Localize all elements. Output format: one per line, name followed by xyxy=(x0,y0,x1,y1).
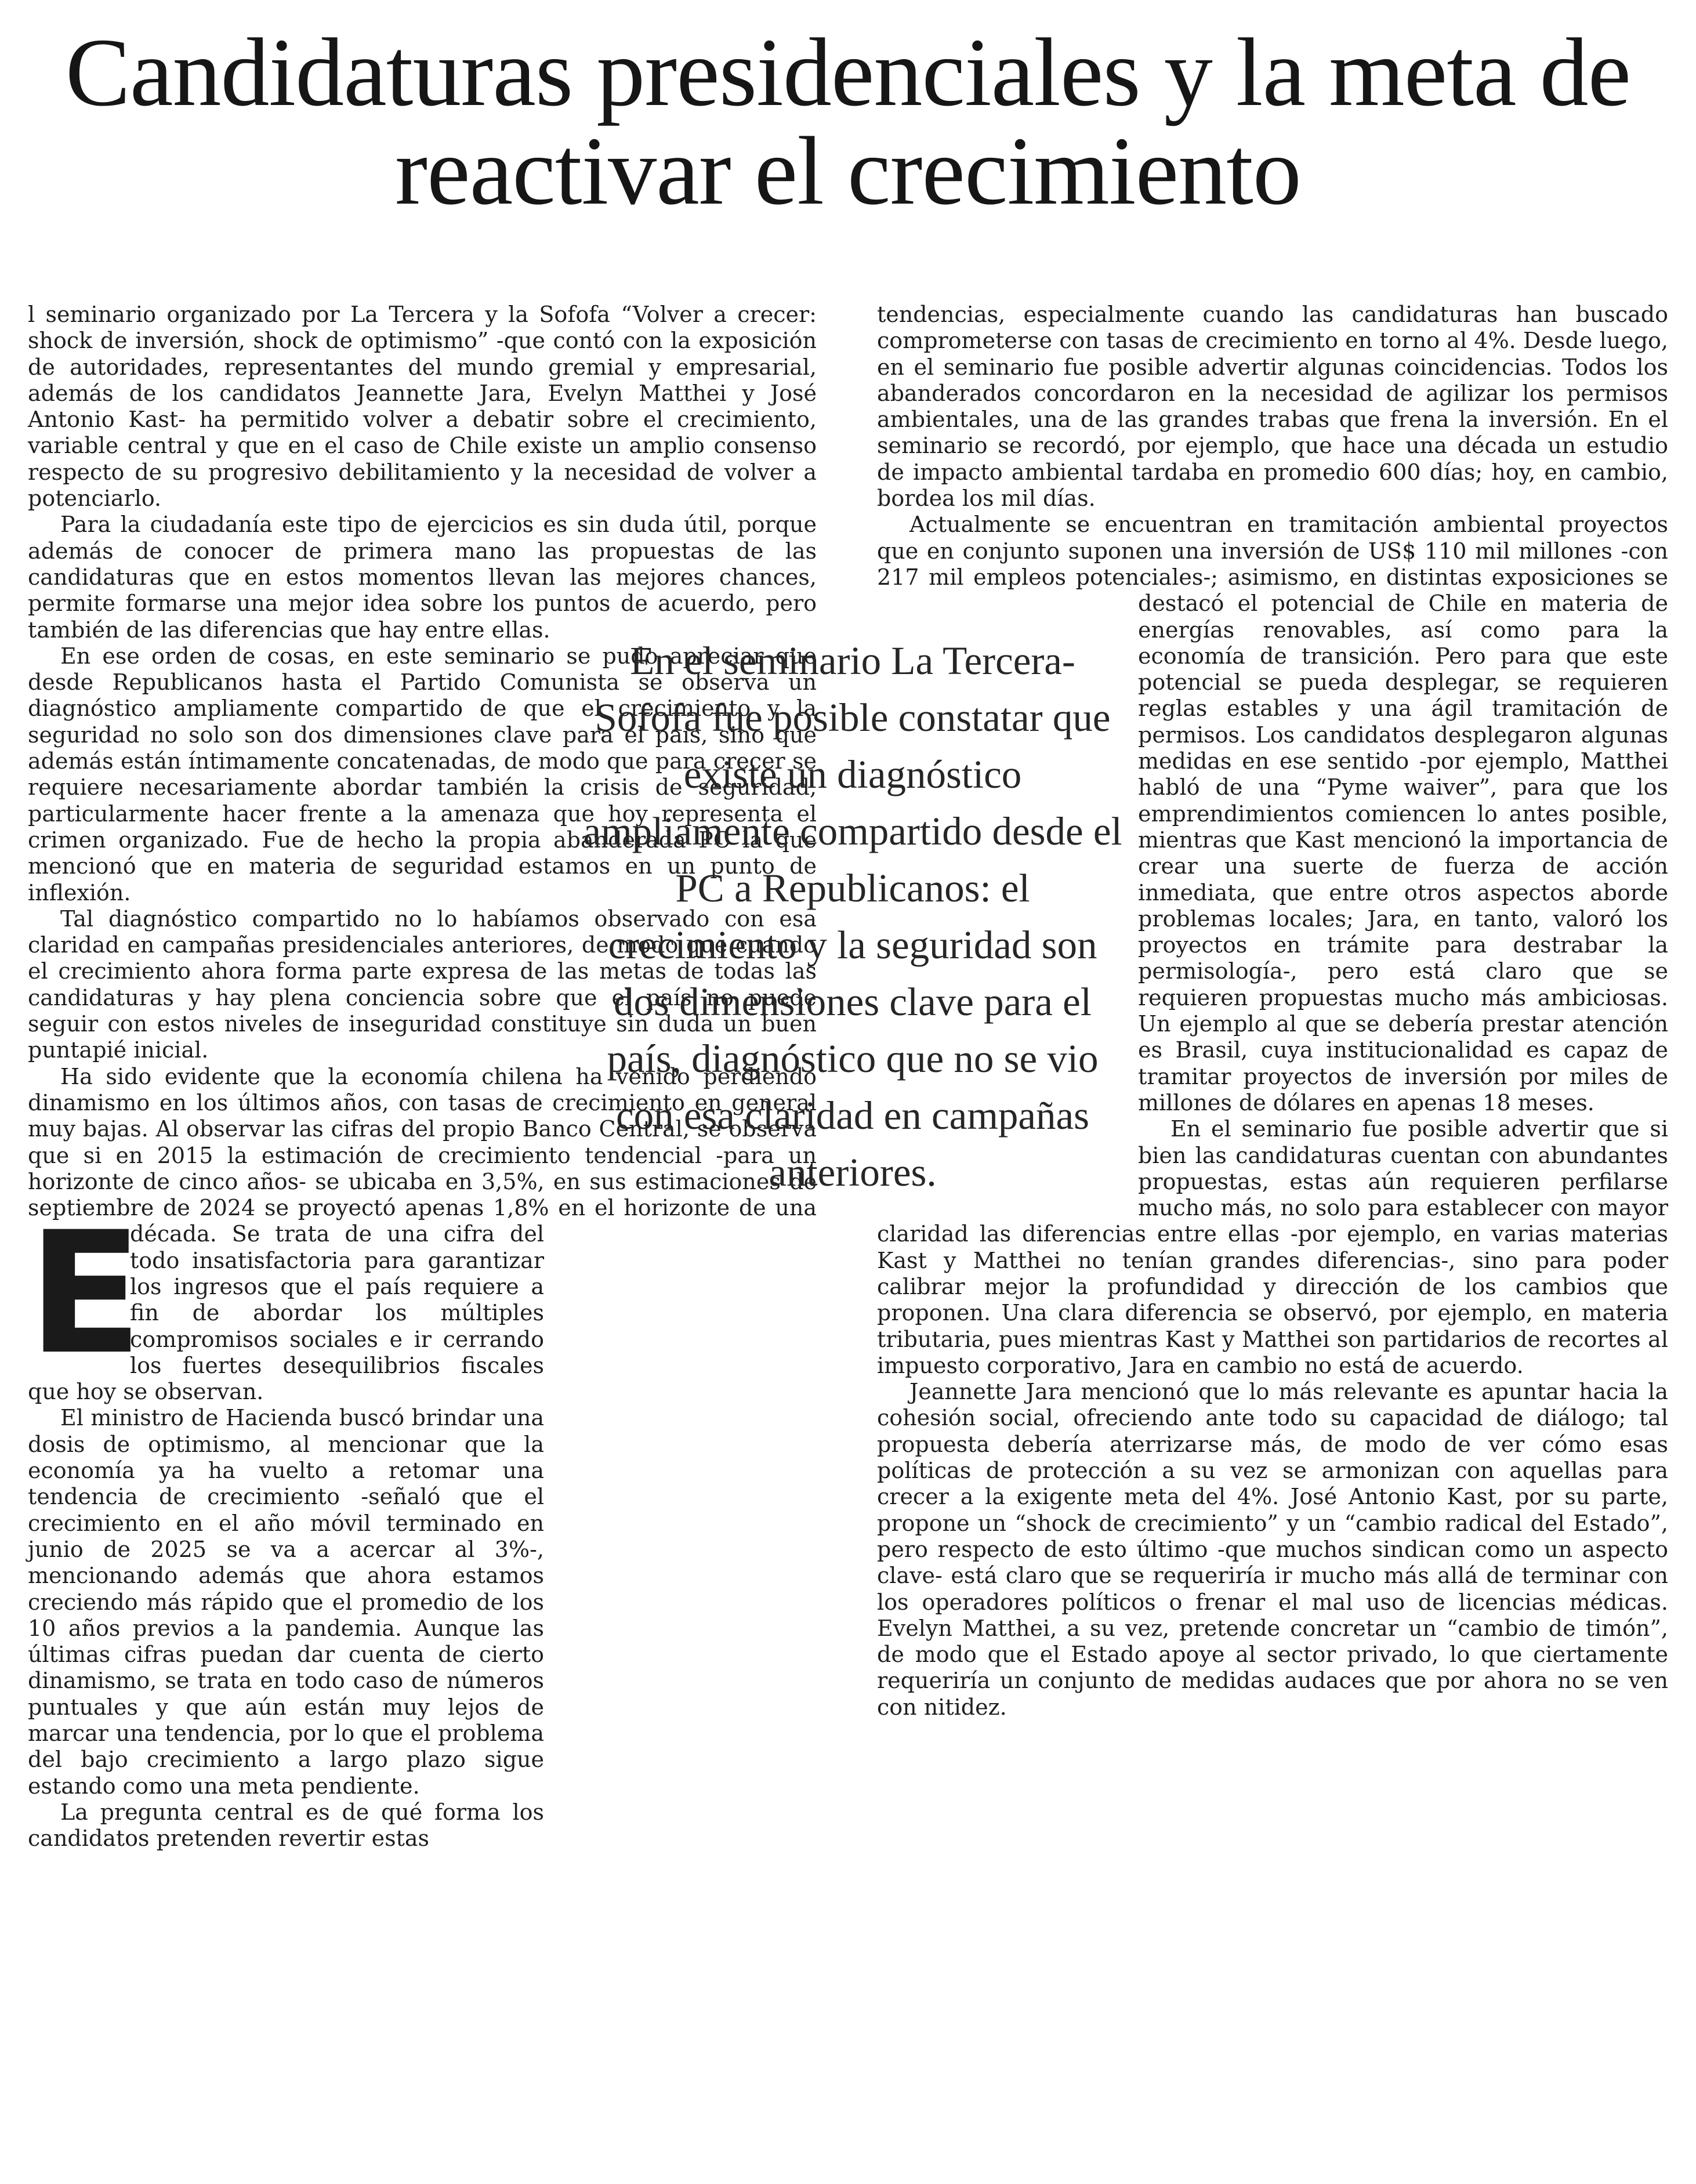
left-column xyxy=(28,302,817,2184)
paragraph: El ministro de Hacienda buscó brindar una dosis de optimismo, al mencionar que la economía ya ha vuelto a retomar una tendencia de crecimiento -señaló que el crecimiento en el año móvil terminado en junio de 2025 se va a acercar al 3%-, mencionando además que ahora estamos creciendo más rápido que el promedio de los 10 años previos a la pandemia. Aunque las últimas cifras puedan dar cuenta de cierto dinamismo, se trata en todo caso de números puntuales y que aún están muy lejos de marcar una tendencia, por lo que el problema del bajo crecimiento a largo plazo sigue estando como una meta pendiente. xyxy=(28,1405,544,1799)
paragraph: Jeannette Jara mencionó que lo más relevante es apuntar hacia la cohesión social, ofreciendo ante todo su capacidad de diálogo; tal propuesta debería aterrizarse más, de modo de ver cómo esas políticas de protección a su vez se armonizan con aquellas para crecer a la exigente meta del 4%. José Antonio Kast, por su parte, propone un “shock de crecimiento” y un “cambio radical del Estado”, pero respecto de esto último -que muchos sindican como un aspecto clave- está claro que se requeriría ir mucho más allá de terminar con los operadores políticos o frenar el mal uso de licencias médicas. Evelyn Matthei, a su vez, pretende concretar un “cambio de timón”, de modo que el Estado apoye al sector privado, lo que ciertamente requeriría un conjunto de medidas audaces que por ahora no se ven con nitidez. xyxy=(877,1379,1668,1720)
paragraph: En ese orden de cosas, en este seminario se pudo apreciar que desde Republicanos hasta el Partido Comunista se observa un diagnóstico ampliamente compartido de que el crecimiento y la seguridad no solo son dos dimensiones clave para el país, sino que además están íntimamente concatenadas, de modo que para crecer se requiere necesariamente abordar también la crisis de seguridad, particularmente hacer frente a la amenaza que hoy representa el crimen organizado. Fue de hecho la propia abanderada PC la que mencionó que en materia de seguridad estamos en un punto de inflexión. xyxy=(28,643,817,906)
paragraph: En el seminario fue posible advertir que si bien las candidaturas cuentan con abundantes propuestas, estas aún requieren perfilarse mucho más, no solo para establecer con mayor claridad las diferencias entre ellas -por ejemplo, en varias materias Kast y Matthei no tenían grandes diferencias-, sino para poder calibrar mejor la profundidad y dirección de los cambios que proponen. Una clara diferencia se observó, por ejemplo, en materia tributaria, pues mientras Kast y Matthei son partidarios de recortes al impuesto corporativo, Jara en cambio no está de acuerdo. xyxy=(877,1116,1668,1378)
paragraph: Ha sido evidente que la economía chilena ha venido perdiendo dinamismo en los últimos años, con tasas de crecimiento en general muy bajas. Al observar las cifras del propio Banco Central, se observa que si en 2015 la estimación de crecimiento tendencial -para un horizonte de cinco años- se ubicaba en 3,5%, en sus estimaciones de septiembre de 2024 se proyectó apenas 1,8% en el horizonte de una década. Se trata de una cifra del todo insatisfactoria para garantizar los ingresos que el país requiere a fin de abordar los múltiples compromisos sociales e ir cerrando los fuertes desequilibrios fiscales que hoy se observan. xyxy=(28,1063,817,1405)
paragraph: E l seminario organizado por La Tercera y la Sofofa “Volver a crecer: shock de inversión, shock de optimismo” -que contó con la exposición de autoridades, representantes del mundo gremial y empresarial, además de los candidatos Jeannette Jara, Evelyn Matthei y José Antonio Kast- ha permitido volver a debatir sobre el crecimiento, variable central y que en el caso de Chile existe un amplio consenso respecto de su progresivo debilitamiento y la necesidad de volver a potenciarlo. xyxy=(28,302,817,1392)
paragraph: Tal diagnóstico compartido no lo habíamos observado con esa claridad en campañas presidenciales anteriores, de modo que cuando el crecimiento ahora forma parte expresa de las metas de todas las candidaturas y hay plena conciencia sobre que el país no puede seguir con estos niveles de inseguridad constituye sin duda un buen puntapié inicial. xyxy=(28,906,817,1063)
headline: Candidaturas presidenciales y la meta de reactivar el crecimiento xyxy=(65,19,1631,225)
paragraph: La pregunta central es de qué forma los candidatos pretenden revertir estas xyxy=(28,1799,544,1852)
paragraph: Para la ciudadanía este tipo de ejercicios es sin duda útil, porque además de conocer de primera mano las propuestas de las candidaturas que en estos momentos llevan las mejores chances, permite formarse una mejor idea sobre los puntos de acuerdo, pero también de las diferencias que hay entre ellas. xyxy=(28,512,817,643)
paragraph: tendencias, especialmente cuando las candidaturas han buscado comprometerse con tasas de crecimiento en torno al 4%. Desde luego, en el seminario fue posible advertir algunas coincidencias. Todos los abanderados concordaron en la necesidad de agilizar los permisos ambientales, una de las grandes trabas que frena la inversión. En el seminario se recordó, por ejemplo, que hace una década un estudio de impacto ambiental tardaba en promedio 600 días; hoy, en cambio, bordea los mil días. xyxy=(877,302,1668,512)
paragraph: Actualmente se encuentran en tramitación ambiental proyectos que en conjunto suponen una inversión de US$ 110 mil millones -con 217 mil empleos potenciales-; asimismo, en distintas exposiciones se destacó el potencial de Chile en materia de energías renovables, así como para la economía de transición. Pero para que este potencial se pueda desplegar, se requieren reglas estables y una ágil tramitación de permisos. Los candidatos desplegaron algunas medidas en ese sentido -por ejemplo, Matthei habló de una “Pyme waiver”, para que los emprendimientos comiencen lo antes posible, mientras que Kast mencionó la importancia de crear una suerte de fuerza de acción inmediata, que entre otros aspectos aborde problemas locales; Jara, en tanto, valoró los proyectos en trámite para destrabar la permisología-, pero está claro que se requieren propuestas mucho más ambiciosas. Un ejemplo al que se debería prestar atención es Brasil, cuya institucionalidad es capaz de tramitar proyectos de inversión por miles de millones de dólares en apenas 18 meses. xyxy=(877,512,1668,1115)
drop-cap: E xyxy=(28,1196,143,1392)
pull-quote: En el seminario La Tercera-Sofofa fue posible constatar que existe un diagnóstico ampliamente compartido desde el PC a Republicanos: el crecimiento y la seguridad son dos dimensiones clave para el país, diagnóstico que no se vio con esa claridad en campañas anteriores. xyxy=(583,639,1122,1194)
